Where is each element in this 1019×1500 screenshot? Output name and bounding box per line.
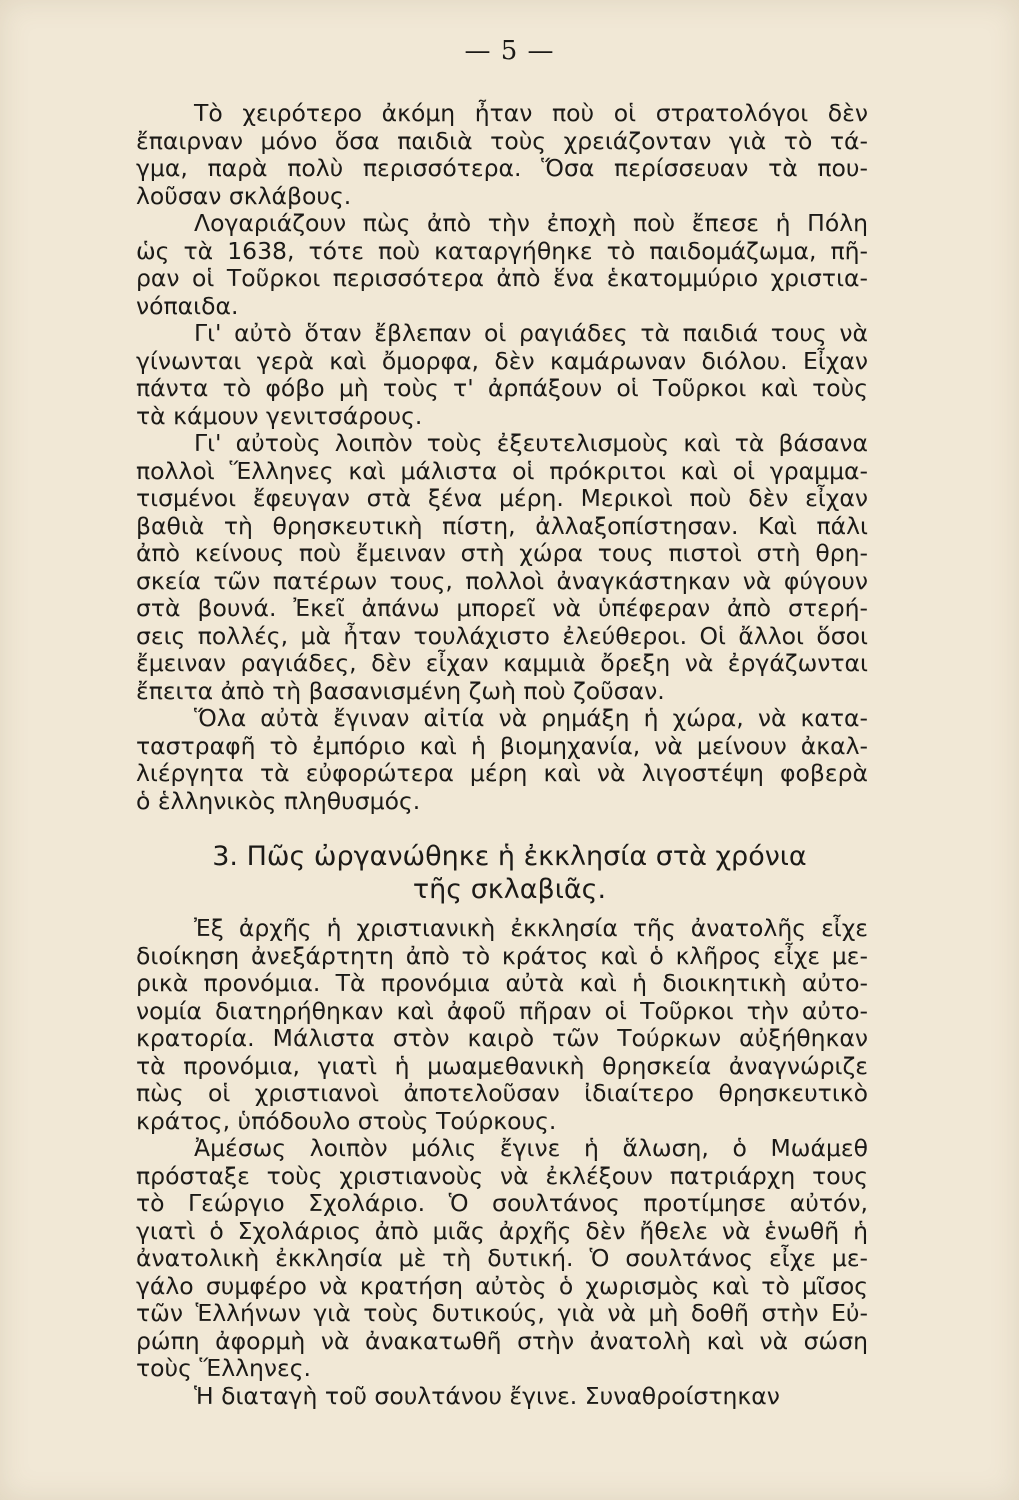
text-line: Τὸ χειρότερο ἀκόμη ἦταν ποὺ οἱ στρατολόγοι δὲν [194,99,868,127]
text-line: ἔπαιρναν μόνο ὅσα παιδιὰ τοὺς χρειάζονταν γιὰ τὸ τά- [136,126,868,155]
text-line: κράτος, ὑπόδουλο στοὺς Τούρκους. [136,1106,557,1135]
text-line: ταστραφῆ τὸ ἐμπόριο καὶ ἡ βιομηχανία, νὰ μείνουν ἀκαλ- [136,731,868,760]
text-line: γμα, παρὰ πολὺ περισσότερα. Ὅσα περίσσευαν τὰ που- [136,154,868,182]
text-line: κρατορία. Μάλιστα στὸν καιρὸ τῶν Τούρκων αὐξήθηκαν [136,1024,868,1052]
text-line: πάντα τὸ φόβο μὴ τοὺς τ' ἀρπάξουν οἱ Τοῦρκοι καὶ τοὺς [136,374,868,402]
section-2-text [136,915,868,1410]
text-line: σκεία τῶν πατέρων τους, πολλοὶ ἀναγκάστηκαν νὰ φύγουν [136,566,868,595]
text-line: γιατὶ ὁ Σχολάριος ἀπὸ μιᾶς ἀρχῆς δὲν ἤθελε νὰ ἑνωθῆ ἡ [136,1216,868,1245]
text-line: ρικὰ προνόμια. Τὰ προνόμια αὐτὰ καὶ ἡ διοικητικὴ αὐτο- [136,969,868,997]
text-line: στὰ βουνά. Ἐκεῖ ἀπάνω μπορεῖ νὰ ὑπέφεραν ἀπὸ στερή- [136,594,868,622]
text-line: ὡς τὰ 1638, τότε ποὺ καταργήθηκε τὸ παιδομάζωμα, πῆ- [136,236,868,265]
paragraph [136,915,868,1135]
section-heading [0,840,1019,906]
text-line: πολλοὶ Ἕλληνες καὶ μάλιστα οἱ πρόκριτοι καὶ οἱ γραμμα- [136,456,868,485]
text-line: τῶν Ἑλλήνων γιὰ τοὺς δυτικούς, γιὰ νὰ μὴ δοθῆ στὴν Εὐ- [136,1299,868,1327]
paragraph [136,100,868,210]
paragraph [136,1135,868,1383]
text-line: νόπαιδα. [136,291,239,320]
paragraph [136,320,868,430]
page-number: — 5 — [464,36,555,66]
text-line: Γι' αὐτοὺς λοιπὸν τοὺς ἐξευτελισμοὺς καὶ τὰ βάσανα [194,429,868,457]
text-line: τοὺς Ἕλληνες. [136,1354,311,1382]
text-line: τὰ κάμουν γενιτσάρους. [136,401,423,430]
section-1-text [136,100,868,815]
text-line: σεις πολλές, μὰ ἦταν τουλάχιστο ἐλεύθεροι. Οἱ ἄλλοι ὅσοι [136,621,868,650]
text-line: βαθιὰ τὴ θρησκευτικὴ πίστη, ἀλλαξοπίστησαν. Καὶ πάλι [136,511,868,540]
text-line: ἔπειτα ἀπὸ τὴ βασανισμένη ζωὴ ποὺ ζοῦσαν. [136,676,665,705]
paragraph [136,430,868,705]
text-line: ρώπη ἀφορμὴ νὰ ἀνακατωθῆ στὴν ἀνατολὴ καὶ νὰ σώση [136,1326,868,1355]
text-line: ἔμειναν ραγιάδες, δὲν εἶχαν καμμιὰ ὄρεξη νὰ ἐργάζωνται [136,649,868,677]
text-line: γάλο συμφέρο νὰ κρατήση αὐτὸς ὁ χωρισμὸς καὶ τὸ μῖσος [136,1271,868,1300]
paragraph [136,705,868,815]
text-line: πὼς οἱ χριστιανοὶ ἀποτελοῦσαν ἰδιαίτερο θρησκευτικὸ [136,1079,868,1107]
text-line: νομία διατηρήθηκαν καὶ ἀφοῦ πῆραν οἱ Τοῦρκοι τὴν αὐτο- [136,996,868,1025]
text-line: Ἡ διαταγὴ τοῦ σουλτάνου ἔγινε. Συναθροίστηκαν [194,1381,780,1410]
text-line: Ὅλα αὐτὰ ἔγιναν αἰτία νὰ ρημάξη ἡ χώρα, νὰ κατα- [194,704,868,732]
text-line: ραν οἱ Τοῦρκοι περισσότερα ἀπὸ ἕνα ἑκατομμύριο χριστια- [136,264,868,292]
text-line: Γι' αὐτὸ ὅταν ἔβλεπαν οἱ ραγιάδες τὰ παιδιά τους νὰ [194,319,868,347]
text-line: ἀνατολικὴ ἐκκλησία μὲ τὴ δυτική. Ὁ σουλτάνος εἶχε με- [136,1244,868,1272]
text-line: λοῦσαν σκλάβους. [136,181,352,210]
section-heading-line-2: τῆς σκλαβιᾶς. [412,874,607,905]
text-line: τὰ προνόμια, γιατὶ ἡ μωαμεθανικὴ θρησκεία ἀναγνώριζε [136,1051,868,1080]
paragraph [136,1383,868,1411]
text-line: γίνωνται γερὰ καὶ ὄμορφα, δὲν καμάρωναν διόλου. Εἶχαν [136,346,868,375]
text-line: τισμένοι ἔφευγαν στὰ ξένα μέρη. Μερικοὶ ποὺ δὲν εἶχαν [136,484,868,512]
section-heading-line-1: 3. Πῶς ὠργανώθηκε ἡ ἐκκλησία στὰ χρόνια [212,841,807,872]
text-line: Λογαριάζουν πὼς ἀπὸ τὴν ἐποχὴ ποὺ ἔπεσε ἡ Πόλη [194,209,868,237]
text-line: πρόσταξε τοὺς χριστιανοὺς νὰ ἐκλέξουν πατριάρχη τους [136,1161,868,1190]
text-line: Ἀμέσως λοιπὸν μόλις ἔγινε ἡ ἅλωση, ὁ Μωάμεθ [194,1134,868,1162]
text-line: ὁ ἑλληνικὸς πληθυσμός. [136,786,421,815]
text-line: ἀπὸ κείνους ποὺ ἔμειναν στὴ χώρα τους πιστοὶ στὴ θρη- [136,539,868,567]
text-line: τὸ Γεώργιο Σχολάριο. Ὁ σουλτάνος προτίμησε αὐτόν, [136,1189,868,1217]
text-line: λιέργητα τὰ εὐφορώτερα μέρη καὶ νὰ λιγοστέψη φοβερὰ [136,759,868,787]
paragraph [136,210,868,320]
text-line: Ἐξ ἀρχῆς ἡ χριστιανικὴ ἐκκλησία τῆς ἀνατολῆς εἶχε [194,914,868,942]
text-line: διοίκηση ἀνεξάρτητη ἀπὸ τὸ κράτος καὶ ὁ κλῆρος εἶχε με- [136,941,868,970]
